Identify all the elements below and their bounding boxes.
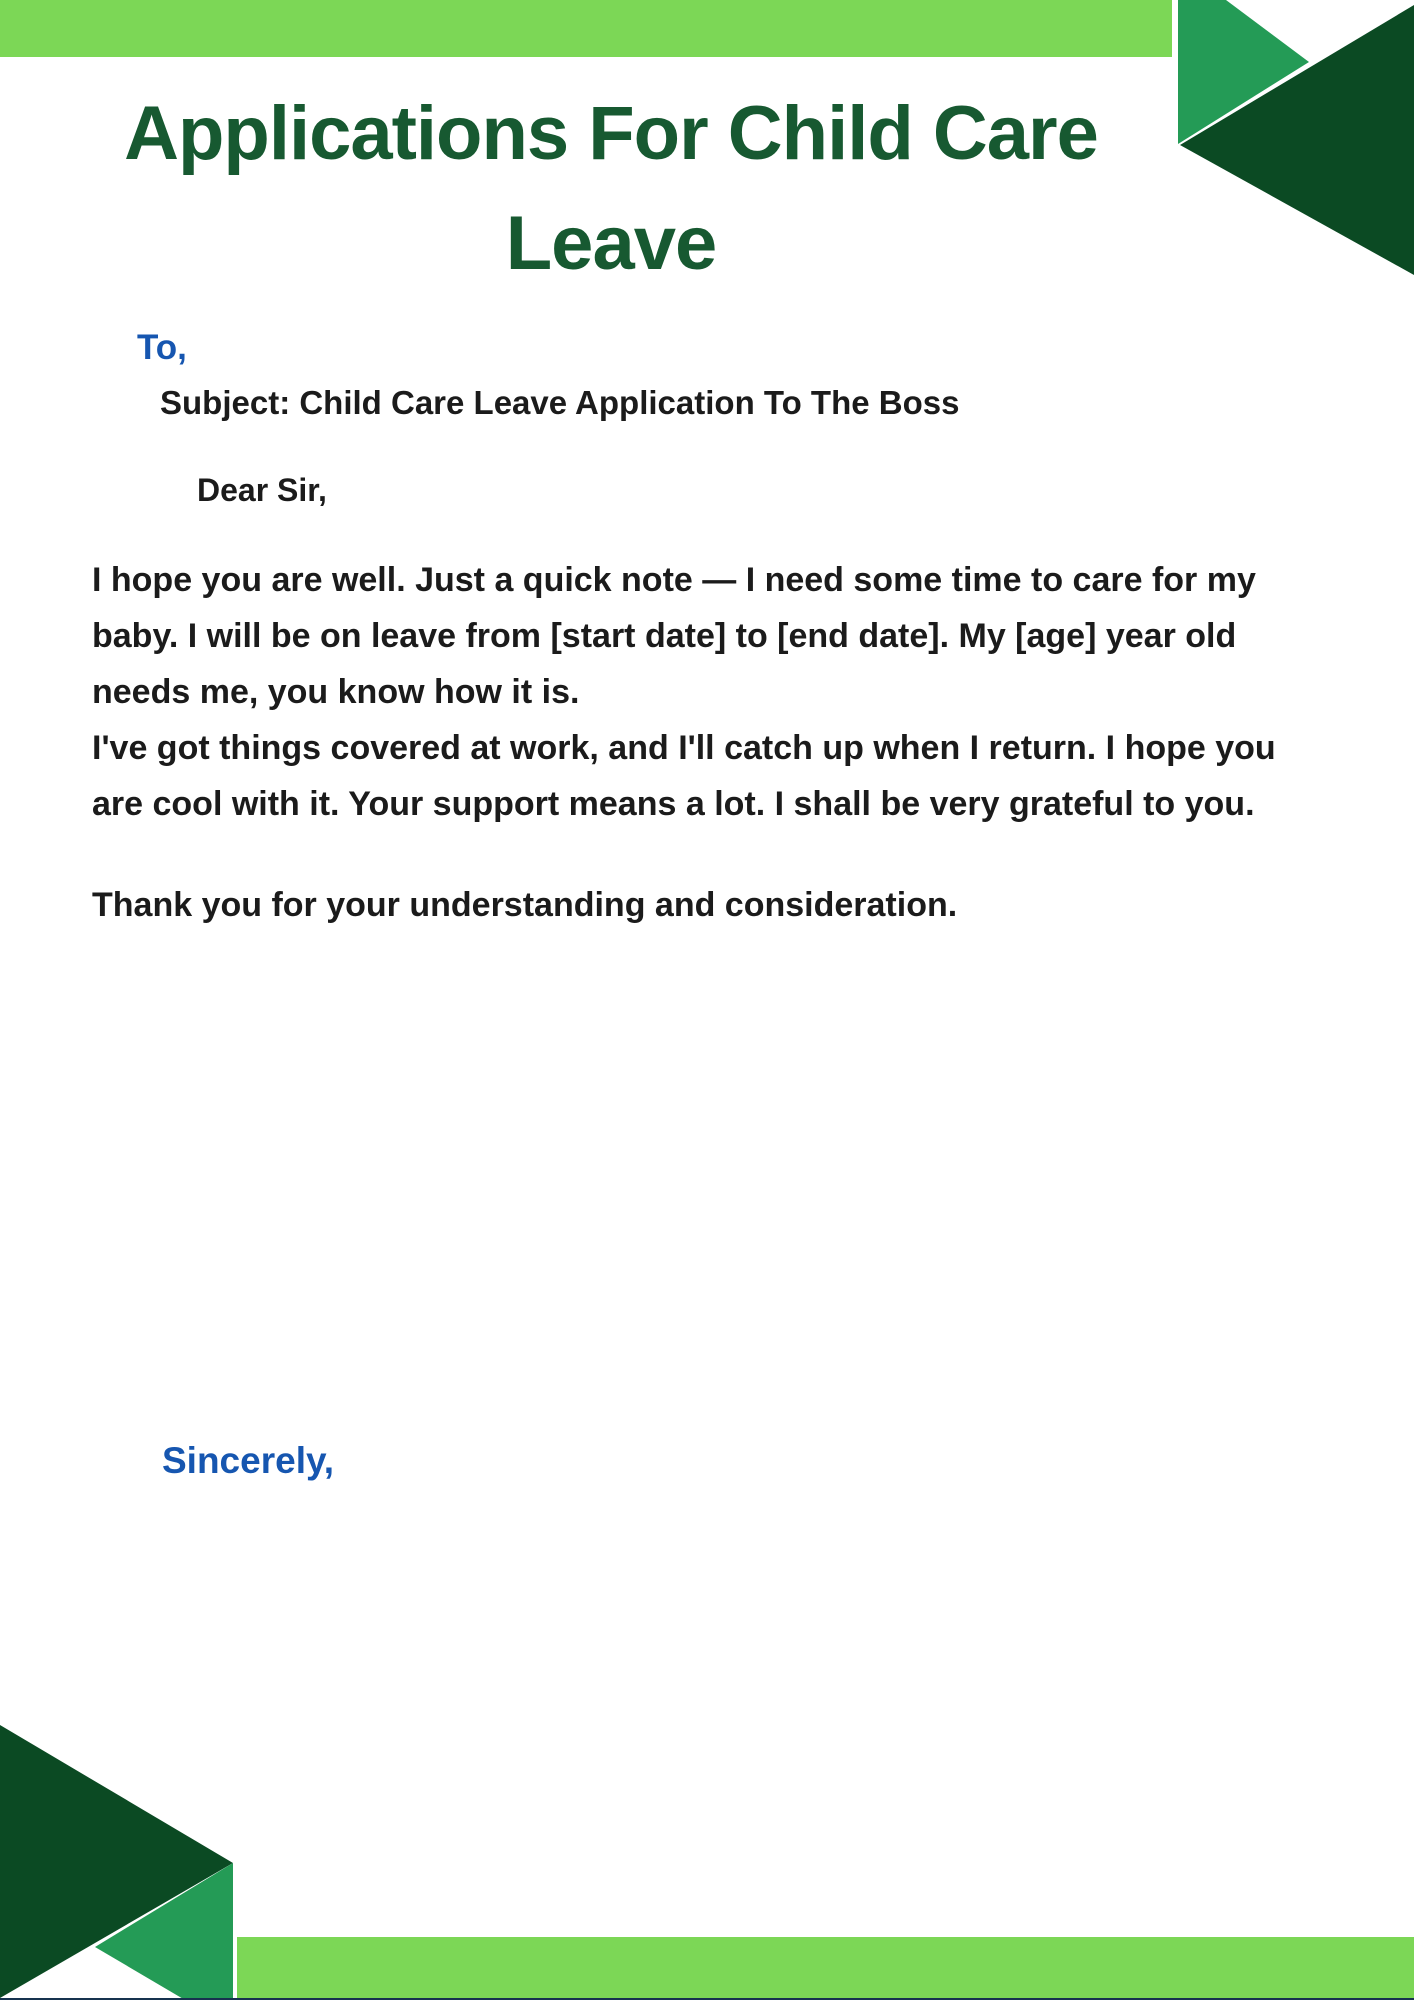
page-title-line-2: Leave (505, 201, 717, 286)
subject-line: Subject: Child Care Leave Application To The Boss (160, 384, 960, 421)
page-title-line-1: Applications For Child Care (124, 91, 1098, 176)
body-line: baby. I will be on leave from [start date] to [end date]. My [age] year old (92, 617, 1237, 655)
letter-body (92, 552, 1392, 832)
signoff-label: Sincerely, (162, 1440, 335, 1481)
recipient-label: To, (137, 328, 187, 367)
body-line: I've got things covered at work, and I'll catch up when I return. I hope you (92, 729, 1276, 767)
top-bar-decoration (0, 0, 1172, 57)
page-title (0, 91, 1222, 286)
salutation: Dear Sir, (197, 472, 327, 508)
body-line: I hope you are well. Just a quick note — I need some time to care for my (92, 561, 1256, 599)
body-line: needs me, you know how it is. (92, 673, 580, 711)
bottom-bar-decoration (237, 1937, 1414, 2000)
closing-line: Thank you for your understanding and consideration. (92, 886, 958, 924)
body-line: are cool with it. Your support means a lot. I shall be very grateful to you. (92, 785, 1255, 823)
